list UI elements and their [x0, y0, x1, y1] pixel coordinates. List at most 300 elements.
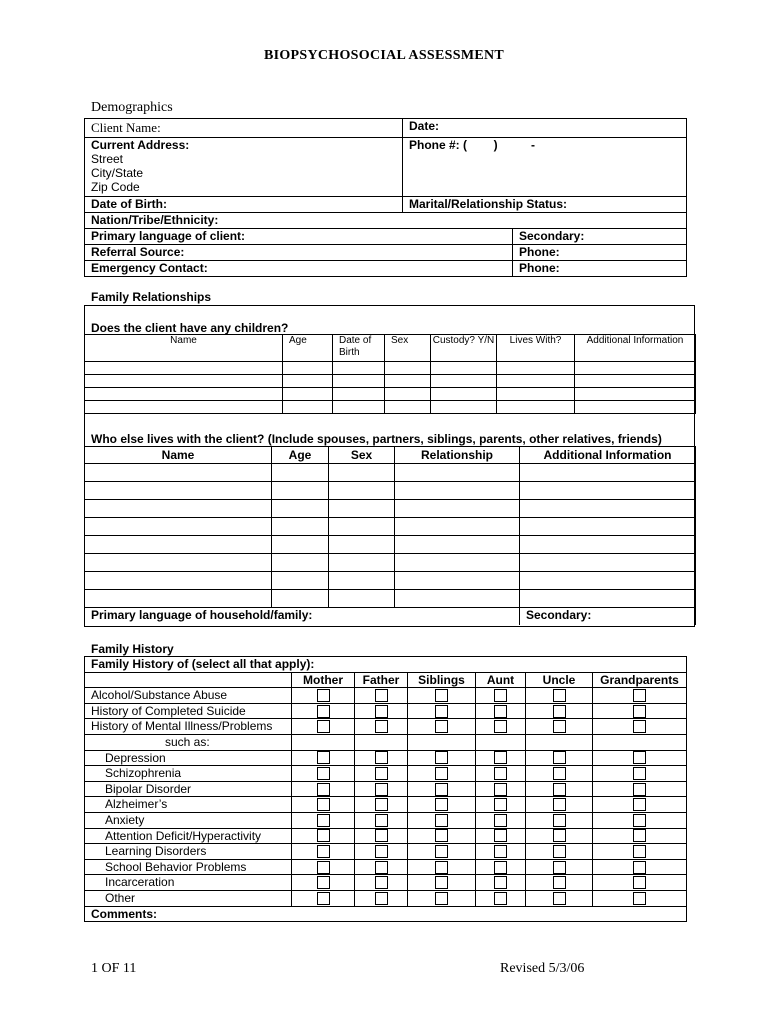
cell[interactable] [85, 464, 272, 482]
family-history-cell-uncle [526, 703, 593, 719]
family-history-row [85, 766, 687, 782]
checkbox[interactable] [553, 720, 566, 733]
checkbox[interactable] [633, 892, 646, 905]
checkbox[interactable] [553, 845, 566, 858]
family-history-cell-grandparents [593, 828, 687, 844]
checkbox[interactable] [553, 892, 566, 905]
checkbox[interactable] [553, 876, 566, 889]
family-history-cell-aunt [476, 781, 526, 797]
family-history-cell-father [355, 875, 408, 891]
family-history-row-label: Anxiety [85, 812, 292, 828]
family-history-cell-grandparents [593, 781, 687, 797]
checkbox[interactable] [553, 814, 566, 827]
cell[interactable] [329, 518, 395, 536]
family-history-cell-mother [292, 750, 355, 766]
checkbox[interactable] [375, 861, 388, 874]
checkbox[interactable] [494, 783, 507, 796]
checkbox[interactable] [435, 845, 448, 858]
household-row [85, 500, 696, 518]
family-history-cell-uncle [526, 844, 593, 860]
cell[interactable] [385, 401, 431, 414]
cell[interactable] [395, 590, 520, 608]
cell[interactable] [385, 375, 431, 388]
col-father: Father [355, 672, 408, 688]
family-history-cell-mother [292, 812, 355, 828]
family-history-instruction: Family History of (select all that apply): [85, 657, 687, 673]
referral-phone-field[interactable]: Phone: [513, 245, 687, 261]
family-history-cell-aunt [476, 703, 526, 719]
cell[interactable] [431, 401, 497, 414]
checkbox[interactable] [435, 798, 448, 811]
cell[interactable] [520, 572, 696, 590]
family-history-row-label: Learning Disorders [85, 844, 292, 860]
family-history-row-label: such as: [85, 734, 292, 750]
family-history-cell-aunt [476, 750, 526, 766]
checkbox[interactable] [494, 751, 507, 764]
cell[interactable] [329, 590, 395, 608]
family-history-row [85, 828, 687, 844]
checkbox[interactable] [633, 798, 646, 811]
cell[interactable] [85, 500, 272, 518]
checkbox[interactable] [553, 767, 566, 780]
cell[interactable] [520, 500, 696, 518]
family-history-cell-grandparents [593, 797, 687, 813]
checkbox[interactable] [375, 767, 388, 780]
cell[interactable] [333, 375, 385, 388]
family-history-cell-siblings [408, 703, 476, 719]
checkbox[interactable] [375, 689, 388, 702]
family-history-row-label: Attention Deficit/Hyperactivity [85, 828, 292, 844]
cell[interactable] [272, 572, 329, 590]
household-col-additional: Additional Information [520, 447, 696, 464]
checkbox[interactable] [435, 720, 448, 733]
family-history-cell-uncle [526, 719, 593, 735]
cell[interactable] [329, 536, 395, 554]
family-history-cell-mother [292, 797, 355, 813]
checkbox[interactable] [435, 814, 448, 827]
family-history-cell-uncle [526, 688, 593, 704]
checkbox[interactable] [375, 751, 388, 764]
family-history-cell-aunt [476, 812, 526, 828]
family-history-cell-siblings [408, 844, 476, 860]
cell[interactable] [283, 388, 333, 401]
checkbox[interactable] [553, 751, 566, 764]
checkbox[interactable] [633, 767, 646, 780]
checkbox[interactable] [435, 829, 448, 842]
family-history-row [85, 844, 687, 860]
cell[interactable] [575, 362, 696, 375]
cell[interactable] [272, 482, 329, 500]
current-address-label: Current Address: [91, 138, 190, 152]
family-history-row [85, 781, 687, 797]
secondary-language-field[interactable]: Secondary: [513, 229, 687, 245]
family-relationships-heading: Family Relationships [91, 290, 212, 304]
checkbox[interactable] [494, 705, 507, 718]
cell[interactable] [575, 401, 696, 414]
family-history-cell-grandparents [593, 766, 687, 782]
family-history-cell-mother [292, 875, 355, 891]
cell[interactable] [283, 401, 333, 414]
checkbox[interactable] [633, 720, 646, 733]
date-field[interactable]: Date: [403, 119, 687, 138]
household-col-sex: Sex [329, 447, 395, 464]
cell[interactable] [283, 362, 333, 375]
cell[interactable] [85, 375, 283, 388]
household-row [85, 554, 696, 572]
family-history-row [85, 890, 687, 906]
checkbox[interactable] [633, 783, 646, 796]
cell[interactable] [575, 388, 696, 401]
checkbox[interactable] [375, 829, 388, 842]
cell[interactable] [85, 554, 272, 572]
checkbox[interactable] [494, 845, 507, 858]
checkbox[interactable] [633, 845, 646, 858]
family-history-cell-uncle [526, 781, 593, 797]
family-history-heading: Family History [91, 642, 174, 656]
family-history-cell-uncle [526, 797, 593, 813]
col-uncle: Uncle [526, 672, 593, 688]
family-history-cell-siblings [408, 719, 476, 735]
family-history-cell-father [355, 766, 408, 782]
family-history-cell-father [355, 797, 408, 813]
checkbox[interactable] [317, 845, 330, 858]
cell[interactable] [520, 590, 696, 608]
family-history-row [85, 812, 687, 828]
checkbox[interactable] [494, 861, 507, 874]
checkbox[interactable] [317, 829, 330, 842]
family-history-cell-siblings [408, 688, 476, 704]
checkbox[interactable] [494, 798, 507, 811]
page-title: BIOPSYCHOSOCIAL ASSESSMENT [263, 48, 505, 63]
primary-language-field[interactable]: Primary language of client: [85, 229, 513, 245]
checkbox[interactable] [375, 705, 388, 718]
children-col-age: Age [283, 335, 333, 362]
checkbox[interactable] [553, 705, 566, 718]
checkbox[interactable] [553, 829, 566, 842]
checkbox[interactable] [317, 720, 330, 733]
col-aunt: Aunt [476, 672, 526, 688]
checkbox[interactable] [494, 767, 507, 780]
family-history-cell-siblings [408, 766, 476, 782]
family-history-row [85, 859, 687, 875]
checkbox[interactable] [317, 798, 330, 811]
family-history-cell-father [355, 812, 408, 828]
family-history-cell-father [355, 890, 408, 906]
children-col-dob: Date of Birth [333, 335, 385, 362]
cell[interactable] [497, 388, 575, 401]
family-history-cell-father [355, 828, 408, 844]
family-history-row-label: Alcohol/Substance Abuse [85, 688, 292, 704]
cell[interactable] [333, 362, 385, 375]
cell[interactable] [85, 590, 272, 608]
cell[interactable] [283, 375, 333, 388]
revised-date: Revised 5/3/06 [500, 961, 585, 976]
cell[interactable] [395, 536, 520, 554]
family-history-cell-siblings [408, 734, 476, 750]
family-history-cell-siblings [408, 781, 476, 797]
cell[interactable] [431, 388, 497, 401]
col-grandparents: Grandparents [593, 672, 687, 688]
cell[interactable] [272, 590, 329, 608]
household-col-name: Name [85, 447, 272, 464]
household-question: Who else lives with the client? (Include spouses, partners, siblings, parents, other relatives, friends) [91, 432, 662, 446]
family-history-cell-siblings [408, 797, 476, 813]
family-history-cell-mother [292, 844, 355, 860]
checkbox[interactable] [633, 861, 646, 874]
cell[interactable] [85, 482, 272, 500]
cell[interactable] [333, 388, 385, 401]
children-col-additional: Additional Information [575, 335, 696, 362]
family-history-cell-aunt [476, 766, 526, 782]
family-history-row [85, 750, 687, 766]
family-history-cell-mother [292, 719, 355, 735]
family-history-cell-siblings [408, 828, 476, 844]
checkbox[interactable] [633, 751, 646, 764]
cell[interactable] [395, 554, 520, 572]
street-label: Street [91, 152, 124, 166]
family-history-cell-grandparents [593, 734, 687, 750]
family-history-row-label: Depression [85, 750, 292, 766]
checkbox[interactable] [553, 783, 566, 796]
checkbox[interactable] [553, 861, 566, 874]
checkbox[interactable] [435, 876, 448, 889]
checkbox[interactable] [553, 798, 566, 811]
family-history-row-label: Bipolar Disorder [85, 781, 292, 797]
checkbox[interactable] [435, 783, 448, 796]
family-history-cell-aunt [476, 797, 526, 813]
emergency-contact-field[interactable]: Emergency Contact: [85, 261, 513, 277]
checkbox[interactable] [435, 705, 448, 718]
family-history-cell-aunt [476, 859, 526, 875]
family-history-row-label: History of Mental Illness/Problems [85, 719, 292, 735]
cell[interactable] [85, 536, 272, 554]
cell[interactable] [520, 482, 696, 500]
dob-field[interactable]: Date of Birth: [85, 197, 403, 213]
checkbox[interactable] [375, 814, 388, 827]
household-row [85, 572, 696, 590]
family-history-cell-siblings [408, 812, 476, 828]
family-history-row [85, 734, 687, 750]
family-history-cell-mother [292, 828, 355, 844]
family-history-cell-father [355, 781, 408, 797]
children-header-row [85, 335, 696, 362]
family-history-cell-aunt [476, 828, 526, 844]
family-history-row-label: History of Completed Suicide [85, 703, 292, 719]
checkbox[interactable] [494, 720, 507, 733]
checkbox[interactable] [317, 751, 330, 764]
cell[interactable] [497, 375, 575, 388]
family-history-row [85, 719, 687, 735]
checkbox[interactable] [317, 783, 330, 796]
cell[interactable] [575, 375, 696, 388]
family-history-row-label: Incarceration [85, 875, 292, 891]
checkbox[interactable] [317, 892, 330, 905]
household-language-field[interactable]: Primary language of household/family: [85, 608, 520, 626]
checkbox[interactable] [633, 814, 646, 827]
demographics-table [84, 118, 687, 277]
family-history-cell-mother [292, 703, 355, 719]
family-history-cell-uncle [526, 875, 593, 891]
checkbox[interactable] [633, 705, 646, 718]
checkbox[interactable] [633, 689, 646, 702]
cell[interactable] [395, 464, 520, 482]
checkbox[interactable] [317, 705, 330, 718]
family-history-cell-uncle [526, 890, 593, 906]
household-table [84, 446, 696, 625]
household-row [85, 536, 696, 554]
family-history-cell-grandparents [593, 703, 687, 719]
children-col-lives-with: Lives With? [497, 335, 575, 362]
family-history-row [85, 797, 687, 813]
checkbox[interactable] [494, 876, 507, 889]
family-history-cell-uncle [526, 828, 593, 844]
family-history-row-label: School Behavior Problems [85, 859, 292, 875]
family-history-cell-mother [292, 859, 355, 875]
referral-source-field[interactable]: Referral Source: [85, 245, 513, 261]
checkbox[interactable] [633, 829, 646, 842]
checkbox[interactable] [494, 814, 507, 827]
checkbox[interactable] [375, 845, 388, 858]
emergency-phone-field[interactable]: Phone: [513, 261, 687, 277]
cell[interactable] [272, 554, 329, 572]
checkbox[interactable] [375, 892, 388, 905]
cell[interactable] [497, 401, 575, 414]
checkbox[interactable] [317, 767, 330, 780]
children-row [85, 362, 696, 375]
cell[interactable] [329, 572, 395, 590]
family-history-cell-grandparents [593, 875, 687, 891]
city-state-label: City/State [91, 166, 144, 180]
children-row [85, 401, 696, 414]
checkbox[interactable] [317, 861, 330, 874]
family-history-cell-father [355, 703, 408, 719]
family-history-cell-uncle [526, 750, 593, 766]
marital-status-field[interactable]: Marital/Relationship Status: [403, 197, 687, 213]
checkbox[interactable] [494, 892, 507, 905]
children-row [85, 375, 696, 388]
cell[interactable] [520, 536, 696, 554]
family-history-blank-header [85, 672, 292, 688]
family-history-cell-aunt [476, 890, 526, 906]
family-history-cell-uncle [526, 734, 593, 750]
children-question: Does the client have any children? [91, 321, 289, 335]
family-history-cell-siblings [408, 890, 476, 906]
checkbox[interactable] [375, 798, 388, 811]
checkbox[interactable] [317, 689, 330, 702]
checkbox[interactable] [435, 689, 448, 702]
family-history-row [85, 703, 687, 719]
cell[interactable] [520, 554, 696, 572]
family-history-cell-mother [292, 766, 355, 782]
cell[interactable] [85, 362, 283, 375]
checkbox[interactable] [435, 892, 448, 905]
comments-field[interactable]: Comments: [85, 906, 687, 922]
col-mother: Mother [292, 672, 355, 688]
cell[interactable] [431, 362, 497, 375]
family-history-cell-father [355, 844, 408, 860]
family-history-cell-father [355, 688, 408, 704]
cell[interactable] [329, 500, 395, 518]
phone-field[interactable]: Phone #: ( ) - [403, 138, 687, 197]
cell[interactable] [85, 518, 272, 536]
cell[interactable] [272, 518, 329, 536]
checkbox[interactable] [375, 720, 388, 733]
children-row [85, 388, 696, 401]
cell[interactable] [85, 401, 283, 414]
cell[interactable] [329, 464, 395, 482]
checkbox[interactable] [375, 783, 388, 796]
nation-field[interactable]: Nation/Tribe/Ethnicity: [85, 213, 687, 229]
checkbox[interactable] [317, 876, 330, 889]
household-col-age: Age [272, 447, 329, 464]
household-row [85, 590, 696, 608]
household-secondary-field[interactable]: Secondary: [520, 608, 696, 626]
cell[interactable] [520, 464, 696, 482]
cell[interactable] [329, 482, 395, 500]
children-table [84, 334, 696, 414]
cell[interactable] [272, 536, 329, 554]
family-history-cell-siblings [408, 859, 476, 875]
family-history-header-row [85, 672, 687, 688]
cell[interactable] [395, 572, 520, 590]
cell[interactable] [395, 500, 520, 518]
checkbox[interactable] [317, 814, 330, 827]
cell[interactable] [85, 572, 272, 590]
cell[interactable] [385, 388, 431, 401]
checkbox[interactable] [553, 689, 566, 702]
family-history-cell-father [355, 859, 408, 875]
family-history-cell-father [355, 719, 408, 735]
cell[interactable] [431, 375, 497, 388]
family-history-cell-father [355, 750, 408, 766]
checkbox[interactable] [435, 751, 448, 764]
checkbox[interactable] [494, 689, 507, 702]
page-number: 1 OF 11 [91, 961, 137, 976]
family-history-cell-siblings [408, 875, 476, 891]
cell[interactable] [395, 482, 520, 500]
checkbox[interactable] [375, 876, 388, 889]
checkbox[interactable] [435, 861, 448, 874]
family-history-cell-mother [292, 781, 355, 797]
family-history-row-label: Alzheimer’s [85, 797, 292, 813]
current-address-field[interactable] [85, 138, 403, 197]
cell[interactable] [497, 362, 575, 375]
family-history-cell-aunt [476, 844, 526, 860]
household-row [85, 518, 696, 536]
checkbox[interactable] [494, 829, 507, 842]
zip-label: Zip Code [91, 180, 140, 194]
cell[interactable] [385, 362, 431, 375]
cell[interactable] [329, 554, 395, 572]
cell[interactable] [333, 401, 385, 414]
checkbox[interactable] [633, 876, 646, 889]
cell[interactable] [272, 500, 329, 518]
household-col-relationship: Relationship [395, 447, 520, 464]
family-history-cell-grandparents [593, 844, 687, 860]
family-history-cell-aunt [476, 734, 526, 750]
family-history-cell-grandparents [593, 812, 687, 828]
children-col-name: Name [85, 335, 283, 362]
cell[interactable] [520, 518, 696, 536]
client-name-field[interactable]: Client Name: [85, 119, 403, 138]
cell[interactable] [85, 388, 283, 401]
family-history-table [84, 656, 687, 922]
checkbox[interactable] [435, 767, 448, 780]
children-col-custody: Custody? Y/N [431, 335, 497, 362]
cell[interactable] [395, 518, 520, 536]
cell[interactable] [272, 464, 329, 482]
family-history-cell-siblings [408, 750, 476, 766]
